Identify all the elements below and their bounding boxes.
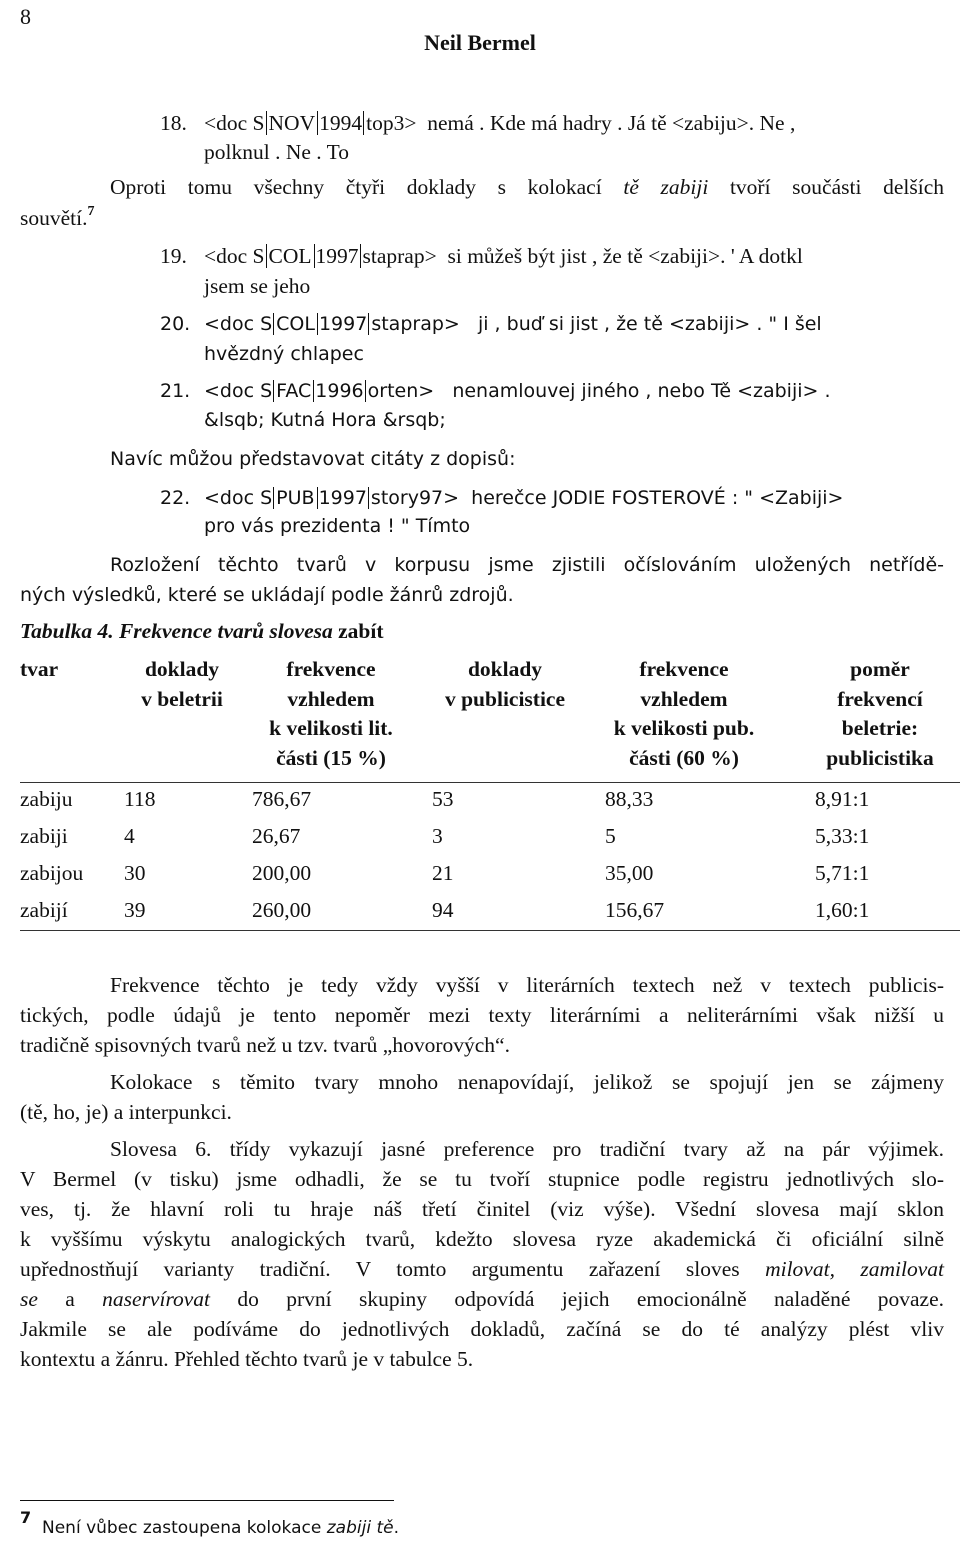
text-run: . <box>393 1518 399 1538</box>
example-18-line-2: polknul . Ne . To <box>204 140 350 164</box>
page-number: 8 <box>20 4 31 29</box>
table-cell: 5,71:1 <box>815 861 870 885</box>
table-column-header-line: poměr <box>850 657 910 681</box>
table-header-rule <box>20 782 960 783</box>
table-cell: 5,33:1 <box>815 824 870 848</box>
italic-run: naservírovat <box>102 1287 211 1311</box>
text-run: do první skupiny odpovídá jejich emocionálně naladěné povaze. <box>210 1287 945 1311</box>
table-cell: 21 <box>432 861 454 885</box>
table-column-header <box>425 655 585 714</box>
example-20-line-1 <box>204 313 822 335</box>
example-20-number: 20. <box>160 313 191 335</box>
paragraph-kolokace-line-1: Kolokace s těmito tvary mnoho nenapovídají, jelikož se spojují jen se zájmeny <box>110 1070 944 1094</box>
example-21-line-2: &lsqb; Kutná Hora &rsqb; <box>204 409 446 431</box>
footnote-reference[interactable]: 7 <box>87 204 95 219</box>
example-22-line-2: pro vás prezidenta ! " Tímto <box>204 515 471 537</box>
table-column-header-line: tvar <box>20 657 59 681</box>
table-column-header-line: doklady <box>144 657 220 681</box>
paragraph-slovesa-line-5 <box>20 1257 944 1282</box>
table-cell: zabijí <box>20 898 68 922</box>
text-run: a <box>37 1287 103 1311</box>
doc-tag-field: 1994 <box>319 111 363 135</box>
footnote-mark: 7 <box>20 1508 32 1527</box>
paragraph-rozlozeni-line-2: ných výsledků, které se ukládají podle žánrů zdrojů. <box>20 584 514 606</box>
table-cell: 118 <box>124 787 156 811</box>
table-column-header-line: doklady <box>467 657 543 681</box>
table-column-header-line: publicistika <box>826 745 934 770</box>
doc-tag-field: NOV <box>266 111 319 135</box>
table-column-header <box>112 655 252 714</box>
doc-tag-field: staprap> <box>360 244 437 268</box>
table-column-header-line: k velikosti pub. <box>613 716 755 740</box>
table-bottom-rule <box>20 930 960 931</box>
doc-tag-field: orten> <box>365 380 435 402</box>
doc-tag-open: <doc S <box>204 244 265 268</box>
doc-tag-field: 1996 <box>315 380 364 402</box>
table-column-header-line: v publicistice <box>444 686 566 711</box>
doc-tag-field: FAC <box>273 380 314 402</box>
table-caption-verb: zabít <box>332 619 384 643</box>
italic-run: zabiji tě <box>326 1518 394 1538</box>
text-run: souvětí. <box>20 206 88 231</box>
table-column-header-line: frekvencí <box>837 686 923 711</box>
table-cell: 260,00 <box>252 898 312 922</box>
table-cell: 156,67 <box>605 898 665 922</box>
paragraph-slovesa-line-3: ves, tj. že hlavní roli tu hraje náš třetí činitel (viz výše). Všední slovesa mají sklon <box>20 1197 944 1221</box>
table-column-header <box>20 655 100 685</box>
table-cell: zabiji <box>20 824 68 848</box>
example-text: nenamlouvej jiného , nebo Tě <zabiji> . <box>452 380 831 402</box>
doc-tag-field: story97> <box>368 487 459 509</box>
paragraph-oproti-line-1 <box>110 175 944 200</box>
table-column-header <box>252 655 410 773</box>
table-column-header-line: části (15 %) <box>276 745 386 770</box>
table-caption <box>20 619 384 644</box>
footnote-rule <box>20 1500 394 1501</box>
table-column-header-line: frekvence <box>286 657 376 681</box>
example-22-line-1 <box>204 487 843 509</box>
paragraph-navic: Navíc můžou představovat citáty z dopisů: <box>110 448 516 470</box>
italic-run: se <box>20 1287 38 1311</box>
table-cell: zabiju <box>20 787 73 811</box>
table-cell: 94 <box>432 898 454 922</box>
example-19-line-2: jsem se jeho <box>204 274 311 298</box>
table-cell: 5 <box>605 824 616 848</box>
paragraph-slovesa-line-2: V Bermel (v tisku) jsme odhadli, že se tu tvoří stupnice podle registru jednotlivých slo- <box>20 1167 944 1191</box>
text-run: tvoří součásti delších <box>708 175 944 199</box>
table-cell: 53 <box>432 787 454 811</box>
table-cell: 39 <box>124 898 146 922</box>
doc-tag-field: staprap> <box>368 313 460 335</box>
table-column-header <box>585 655 783 773</box>
example-18-number: 18. <box>160 111 187 135</box>
italic-run: tě zabiji <box>623 175 709 199</box>
example-text: si můžeš být jist , že tě <zabiji>. ' A dotkl <box>447 244 803 268</box>
text-run: Oproti tomu všechny čtyři doklady s kolokací <box>110 175 624 199</box>
paragraph-slovesa-line-4: k vyššímu výskytu analogických tvarů, kdežto slovesa ryze akademická či oficiální silně <box>20 1227 944 1251</box>
doc-tag-field: COL <box>266 244 315 268</box>
paragraph-oproti-line-2 <box>20 206 94 231</box>
table-cell: 35,00 <box>605 861 654 885</box>
table-column-header-line: k velikosti lit. <box>269 716 393 740</box>
table-cell: 3 <box>432 824 443 848</box>
table-cell: 1,60:1 <box>815 898 870 922</box>
example-text: nemá . Kde má hadry . Já tě <zabiju>. Ne , <box>427 111 796 135</box>
table-cell: 30 <box>124 861 146 885</box>
paragraph-frekvence-line-3: tradičně spisovných tvarů než u tzv. tvarů „hovorových“. <box>20 1033 510 1057</box>
doc-tag-field: top3> <box>363 111 416 135</box>
table-cell: 8,91:1 <box>815 787 870 811</box>
running-header-author: Neil Bermel <box>424 30 536 55</box>
text-run: Není vůbec zastoupena kolokace <box>42 1518 327 1538</box>
example-20-line-2: hvězdný chlapec <box>204 343 364 365</box>
example-text: ji , buď si jist , že tě <zabiji> . " I šel <box>477 313 822 335</box>
table-column-header-line: beletrie: <box>841 716 919 740</box>
paragraph-slovesa-line-6 <box>20 1287 944 1312</box>
doc-tag-open: <doc S <box>204 111 265 135</box>
example-21-line-1 <box>204 380 831 402</box>
table-cell: 200,00 <box>252 861 312 885</box>
table-column-header-line: v beletrii <box>141 686 223 711</box>
doc-tag-open: <doc S <box>204 313 273 335</box>
paragraph-slovesa-line-1: Slovesa 6. třídy vykazují jasné preference pro tradiční tvary až na pár výjimek. <box>110 1137 944 1161</box>
paragraph-slovesa-line-8: kontextu a žánru. Přehled těchto tvarů je v tabulce 5. <box>20 1347 474 1371</box>
doc-tag-open: <doc S <box>204 380 273 402</box>
doc-tag-field: PUB <box>273 487 317 509</box>
italic-run: milovat, zamilovat <box>765 1257 944 1281</box>
table-cell: 88,33 <box>605 787 654 811</box>
footnote-text <box>42 1518 399 1538</box>
example-21-number: 21. <box>160 380 191 402</box>
table-column-header-line: vzhledem <box>287 686 375 711</box>
example-text: herečce JODIE FOSTEROVÉ : " <Zabiji> <box>471 487 844 509</box>
doc-tag-field: 1997 <box>315 244 359 268</box>
paragraph-kolokace-line-2: (tě, ho, je) a interpunkci. <box>20 1100 232 1124</box>
table-column-header-line: části (60 %) <box>629 745 739 770</box>
doc-tag-open: <doc S <box>204 487 273 509</box>
text-run: upřednostňují varianty tradiční. V tomto argumentu zařazení sloves <box>20 1257 766 1281</box>
table-caption-italic: Tabulka 4. Frekvence tvarů slovesa <box>20 619 333 643</box>
example-18-line-1 <box>204 111 795 136</box>
table-column-header-line: vzhledem <box>640 686 728 711</box>
table-cell: zabijou <box>20 861 84 885</box>
table-column-header-line: frekvence <box>639 657 729 681</box>
paragraph-rozlozeni-line-1: Rozložení těchto tvarů v korpusu jsme zjistili očíslováním uložených netřídě- <box>110 554 944 576</box>
table-cell: 4 <box>124 824 135 848</box>
table-column-header <box>800 655 960 773</box>
doc-tag-field: 1997 <box>318 487 367 509</box>
paragraph-slovesa-line-7: Jakmile se ale podíváme do jednotlivých dokladů, začíná se do té analýzy plést vliv <box>20 1317 944 1341</box>
example-22-number: 22. <box>160 487 191 509</box>
table-cell: 786,67 <box>252 787 312 811</box>
doc-tag-field: COL <box>273 313 318 335</box>
example-19-number: 19. <box>160 244 187 268</box>
paragraph-frekvence-line-1: Frekvence těchto je tedy vždy vyšší v literárních textech než v textech publicis- <box>110 973 944 997</box>
paragraph-frekvence-line-2: tických, podle údajů je tento nepoměr mezi texty literárními a neliterárními však nižší u <box>20 1003 944 1027</box>
doc-tag-field: 1997 <box>318 313 368 335</box>
table-cell: 26,67 <box>252 824 301 848</box>
example-19-line-1 <box>204 244 803 269</box>
